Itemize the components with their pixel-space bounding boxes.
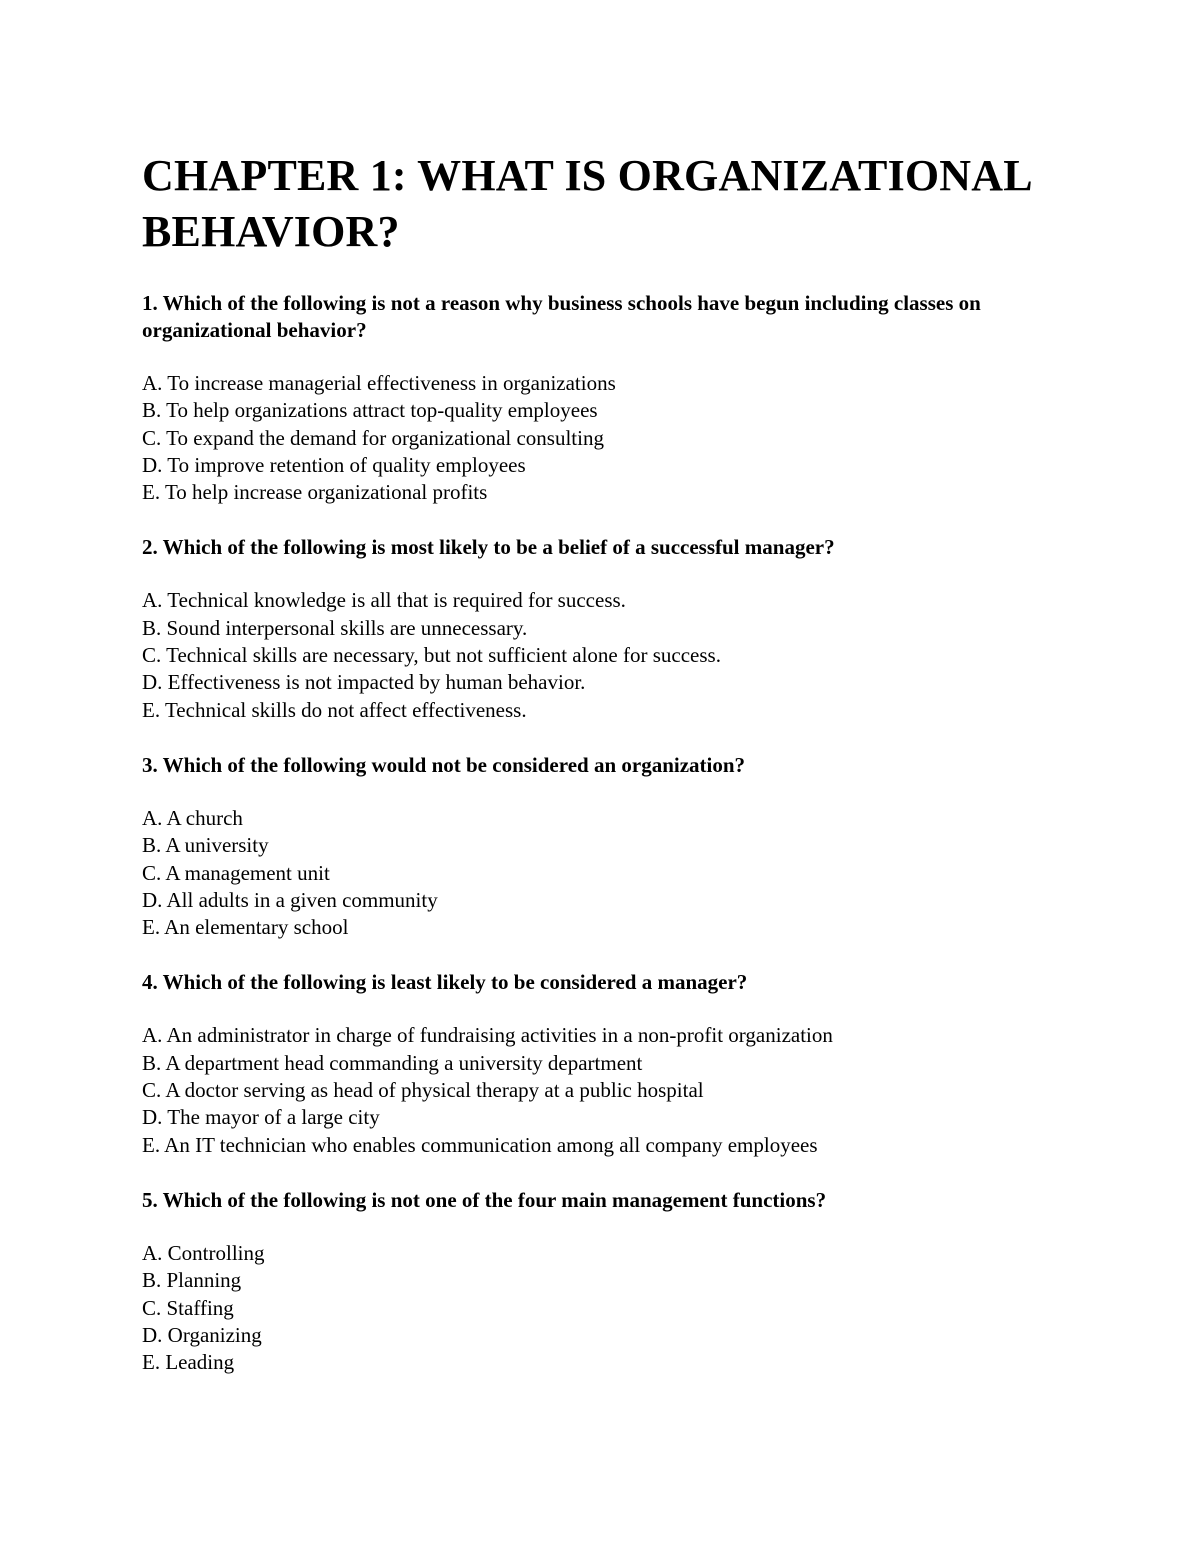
answer-option: C. To expand the demand for organizational consulting [142, 425, 604, 450]
question-block [142, 1187, 1072, 1376]
question-text: 3. Which of the following would not be considered an organization? [142, 752, 746, 777]
answer-options [142, 1240, 1072, 1376]
answer-option: D. Organizing [142, 1322, 262, 1347]
answer-option: E. Leading [142, 1350, 235, 1375]
answer-options [142, 805, 1072, 941]
answer-option: D. Effectiveness is not impacted by human behavior. [142, 670, 586, 695]
answer-option: C. Staffing [142, 1295, 234, 1320]
answer-options [142, 587, 1072, 723]
question-block [142, 752, 1072, 941]
answer-option: D. All adults in a given community [142, 887, 438, 912]
question-text: 5. Which of the following is not one of the four main management functions? [142, 1187, 827, 1212]
answer-option: B. A university [142, 833, 269, 858]
answer-option: A. To increase managerial effectiveness in organizations [142, 371, 616, 395]
document-page [142, 148, 1072, 1404]
answer-option: B. To help organizations attract top-quality employees [142, 398, 598, 423]
question-text: 4. Which of the following is least likely to be considered a manager? [142, 970, 748, 995]
answer-option: B. A department head commanding a university department [142, 1050, 643, 1075]
question-list [142, 290, 1072, 1376]
answer-option: D. The mayor of a large city [142, 1105, 380, 1130]
answer-option: E. To help increase organizational profits [142, 480, 488, 505]
answer-option: B. Planning [142, 1268, 242, 1293]
answer-option: E. Technical skills do not affect effectiveness. [142, 697, 527, 722]
chapter-title: CHAPTER 1: WHAT IS ORGANIZATIONAL BEHAVIOR? [142, 151, 1031, 256]
answer-option: C. Technical skills are necessary, but not sufficient alone for success. [142, 643, 721, 668]
answer-option: B. Sound interpersonal skills are unnecessary. [142, 615, 528, 640]
answer-options [142, 1022, 1072, 1158]
answer-options [142, 370, 1072, 506]
answer-option: A. Technical knowledge is all that is required for success. [142, 588, 626, 613]
answer-option: D. To improve retention of quality employees [142, 452, 526, 477]
question-text: 1. Which of the following is not a reason why business schools have begun including classes on organizational behavior? [142, 291, 981, 342]
question-text: 2. Which of the following is most likely to be a belief of a successful manager? [142, 535, 835, 560]
answer-option: C. A doctor serving as head of physical therapy at a public hospital [142, 1078, 704, 1103]
question-block [142, 290, 1072, 506]
answer-option: A. A church [142, 805, 243, 830]
answer-option: C. A management unit [142, 860, 330, 885]
answer-option: A. An administrator in charge of fundraising activities in a non-profit organization [142, 1023, 833, 1048]
question-block [142, 969, 1072, 1158]
answer-option: E. An elementary school [142, 915, 349, 940]
question-block [142, 534, 1072, 723]
answer-option: A. Controlling [142, 1240, 265, 1265]
answer-option: E. An IT technician who enables communication among all company employees [142, 1132, 818, 1157]
